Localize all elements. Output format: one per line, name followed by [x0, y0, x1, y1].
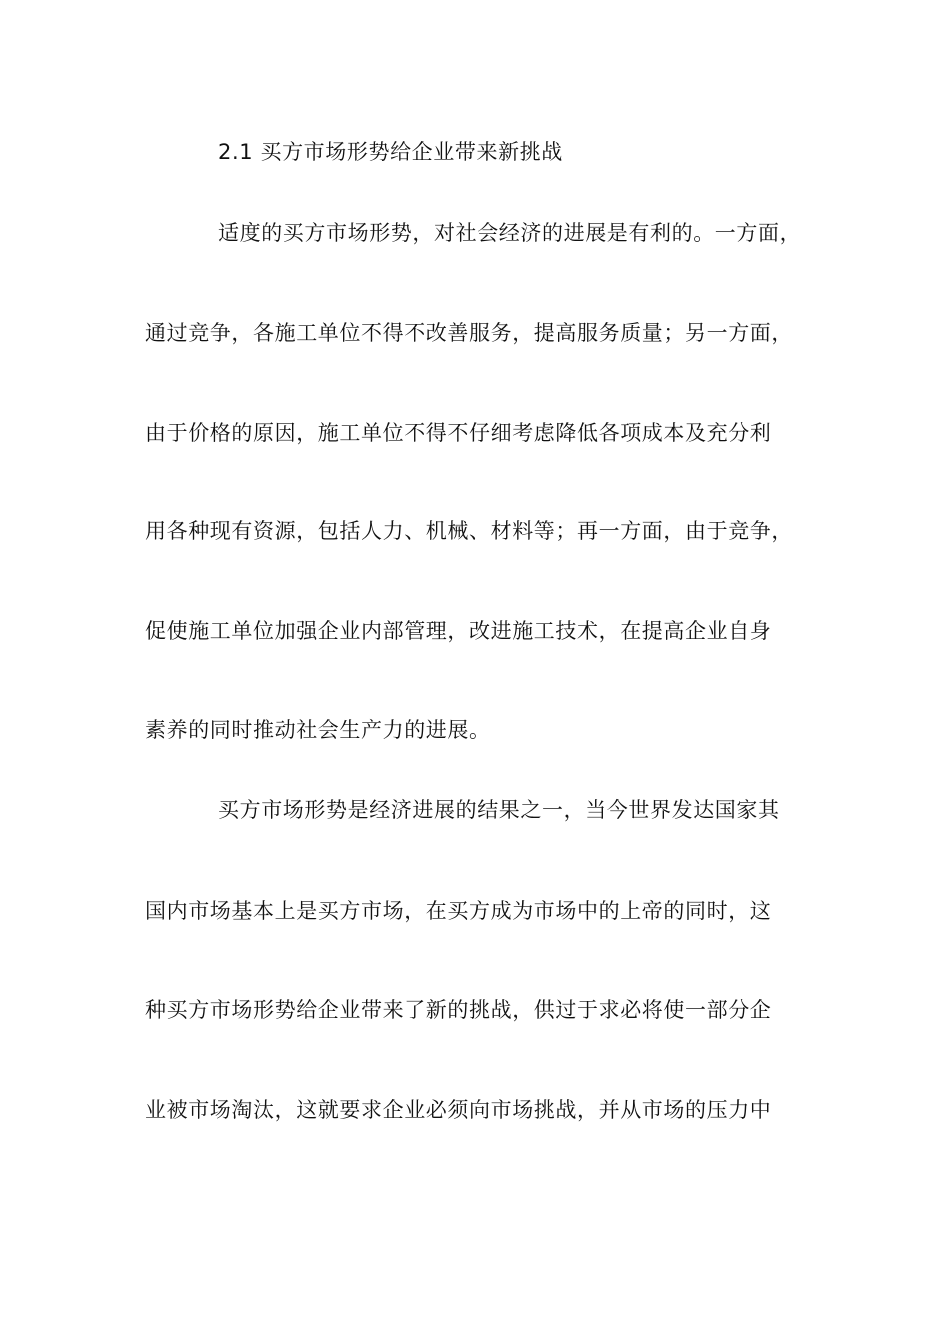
paragraph-2-line-1: 买方市场形势是经济进展的结果之一，当今世界发达国家其 — [218, 798, 780, 822]
section-heading: 2.1 买方市场形势给企业带来新挑战 — [218, 140, 563, 164]
paragraph-1-line-5: 促使施工单位加强企业内部管理，改进施工技术，在提高企业自身 — [145, 619, 772, 643]
paragraph-1-line-3: 由于价格的原因，施工单位不得不仔细考虑降低各项成本及充分利 — [145, 421, 772, 445]
paragraph-2-line-3: 种买方市场形势给企业带来了新的挑战，供过于求必将使一部分企 — [145, 998, 772, 1022]
paragraph-1-line-4: 用各种现有资源，包括人力、机械、材料等；再一方面，由于竞争， — [145, 519, 793, 543]
paragraph-1-line-1: 适度的买方市场形势，对社会经济的进展是有利的。一方面， — [218, 221, 802, 245]
paragraph-1-line-2: 通过竞争，各施工单位不得不改善服务，提高服务质量；另一方面， — [145, 321, 793, 345]
paragraph-2-line-2: 国内市场基本上是买方市场，在买方成为市场中的上帝的同时，这 — [145, 899, 772, 923]
paragraph-2-line-4: 业被市场淘汰，这就要求企业必须向市场挑战，并从市场的压力中 — [145, 1098, 772, 1122]
paragraph-1-line-6: 素养的同时推动社会生产力的进展。 — [145, 718, 491, 742]
